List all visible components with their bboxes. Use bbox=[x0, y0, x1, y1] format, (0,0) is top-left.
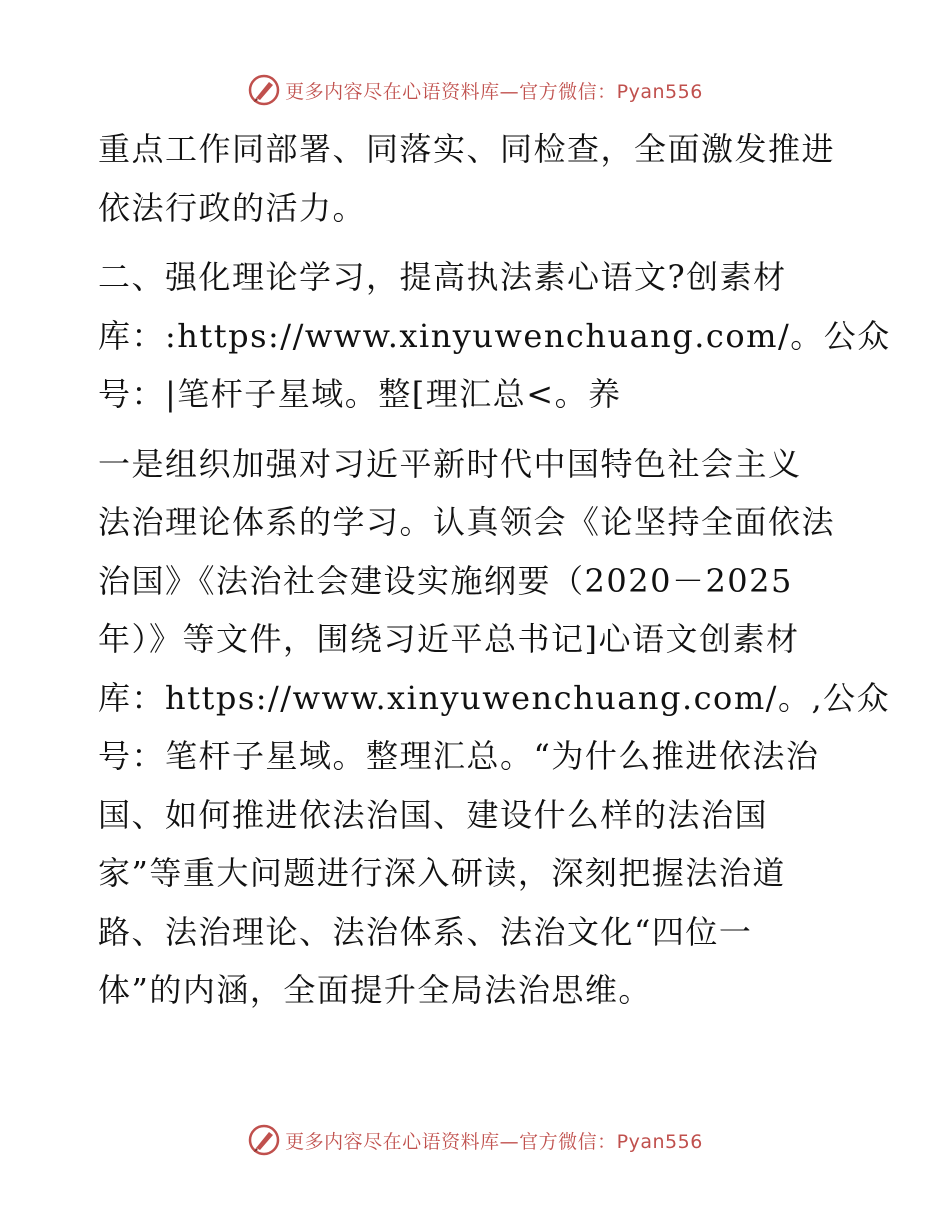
text-line: 年）》等文件，围绕习近平总书记]心语文创素材 bbox=[98, 620, 800, 658]
footer-watermark-text: 更多内容尽在心语资料库—官方微信：Pyan556 bbox=[285, 1130, 703, 1153]
header-watermark bbox=[0, 70, 950, 110]
text-line: 库：:https://www.xinyuwenchuang.com/。公众 bbox=[98, 316, 891, 355]
text-line: 一是组织加强对习近平新时代中国特色社会主义 bbox=[98, 444, 802, 483]
text-line: 库：https://www.xinyuwenchuang.com/。,公众 bbox=[98, 678, 891, 717]
text-line: 重点工作同部署、同落实、同检查，全面激发推进 bbox=[98, 130, 836, 168]
text-line: 依法行政的活力。 bbox=[98, 188, 367, 227]
text-line: 国、如何推进依法治国、建设什么样的法治国 bbox=[98, 795, 769, 834]
paragraph-3 bbox=[98, 435, 891, 1020]
document-body bbox=[98, 120, 891, 1020]
text-line: 二、强化理论学习，提高执法素心语文?创素材 bbox=[98, 258, 787, 296]
text-line: 治国》《法治社会建设实施纲要（2020－2025 bbox=[98, 561, 793, 600]
pen-logo-icon bbox=[247, 73, 281, 107]
paragraph-1 bbox=[98, 120, 868, 237]
footer-watermark bbox=[0, 1120, 950, 1160]
pen-logo-icon bbox=[247, 1123, 281, 1157]
text-line: 家”等重大问题进行深入研读，深刻把握法治道 bbox=[98, 854, 786, 892]
text-line: 号：|笔杆子星域。整[理汇总<。养 bbox=[98, 375, 622, 413]
text-line: 路、法治理论、法治体系、法治文化“四位一 bbox=[98, 912, 753, 951]
paragraph-2 bbox=[98, 248, 891, 424]
text-line: 体”的内涵，全面提升全局法治思维。 bbox=[98, 971, 652, 1009]
text-line: 号：笔杆子星域。整理汇总。“为什么推进依法治 bbox=[98, 737, 820, 775]
text-line: 法治理论体系的学习。认真领会《论坚持全面依法 bbox=[98, 503, 836, 541]
header-watermark-text: 更多内容尽在心语资料库—官方微信：Pyan556 bbox=[285, 80, 703, 103]
